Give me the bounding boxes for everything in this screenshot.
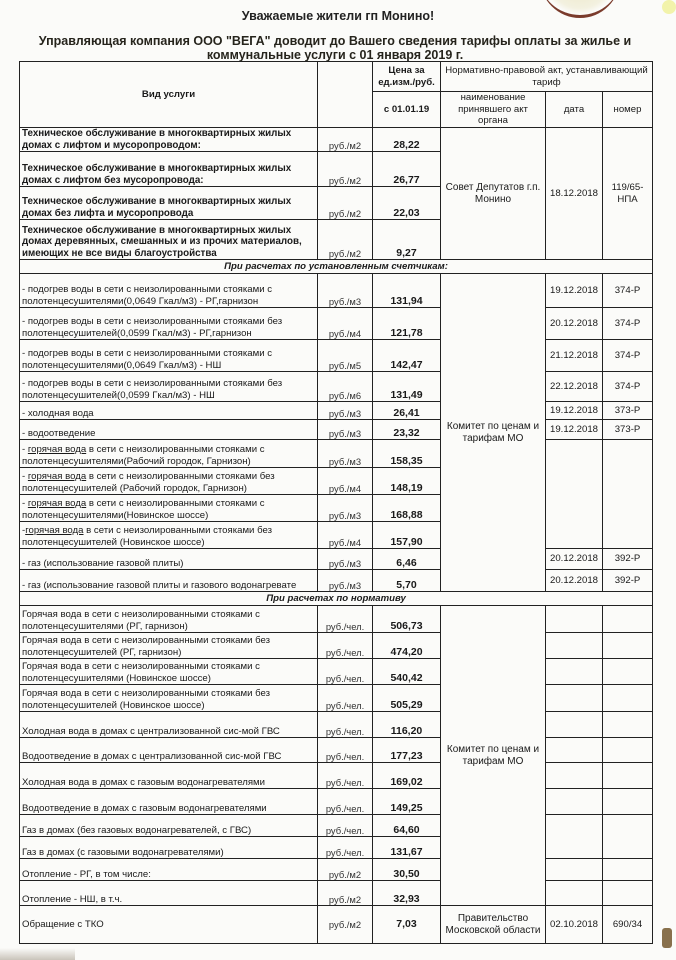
tariff-table: [19, 61, 653, 944]
act-number-cell: 119/65-НПА: [603, 128, 653, 260]
act-date-cell: 21.12.2018: [546, 340, 603, 372]
service-highlight: горячая вода: [27, 498, 87, 509]
act-date-cell: [546, 606, 603, 633]
service-highlight: горячая вода: [27, 444, 87, 455]
service-rest: в сети с неизолированными стояками с полотенцесушителями(Новинское шоссе): [22, 498, 265, 521]
act-number-cell: 373-Р: [603, 402, 653, 420]
service-cell: Горячая вода в сети с неизолированными стояками с полотенцесушителями (РГ, гарнизон): [20, 606, 318, 633]
price-cell: 169,02: [373, 763, 441, 789]
unit-cell: руб./чел.: [318, 633, 373, 659]
unit-cell: руб./м4: [318, 308, 373, 340]
unit-cell: руб./м3: [318, 570, 373, 592]
act-date-cell: [546, 763, 603, 789]
column-header-unit: [318, 62, 373, 128]
act-org-cell: Совет Депутатов г.п. Монино: [441, 128, 546, 260]
table-row: [20, 859, 653, 881]
act-date-cell: [546, 659, 603, 685]
paper-edge-shadow: [0, 948, 75, 960]
act-number-cell: [603, 815, 653, 859]
section-heading-meters: При расчетах по установленным счетчикам:: [20, 260, 653, 274]
price-cell: 131,49: [373, 372, 441, 402]
intro-text: Управляющая компания ООО "ВЕГА" доводит до Вашего сведения тарифы оплаты за жилье и коммунальные услуги с 01 января 2019 г.: [38, 34, 632, 62]
price-cell: 30,50: [373, 859, 441, 881]
service-cell: Техническое обслуживание в многоквартирных жилых домах деревянных, смешанных и из прочих материалов, имеющих не все виды благоустройства: [20, 220, 318, 260]
table-row: [20, 659, 653, 685]
unit-cell: руб./м4: [318, 468, 373, 495]
service-cell: - подогрев воды в сети с неизолированными стояками с полотенцесушителями(0,0649 Гкал/м3) - НШ: [20, 340, 318, 372]
price-cell: 9,27: [373, 220, 441, 260]
service-cell: Техническое обслуживание в многоквартирных жилых домах с лифтом без мусоропровода:: [20, 152, 318, 187]
service-cell: Холодная вода в домах с централизованной сис-мой ГВС: [20, 712, 318, 738]
act-number-cell: 374-Р: [603, 340, 653, 372]
section-heading-norm: При расчетах по нормативу: [20, 592, 653, 606]
act-number-cell: 374-Р: [603, 372, 653, 402]
table-row: [20, 440, 653, 468]
act-number-cell: 374-Р: [603, 274, 653, 308]
service-cell: - газ (использование газовой плиты и газового водонагревате: [20, 570, 318, 592]
service-cell: Холодная вода в домах с газовым водонагревателями: [20, 763, 318, 789]
service-cell: - газ (использование газовой плиты): [20, 549, 318, 570]
unit-cell: руб./м2: [318, 906, 373, 944]
price-cell: 131,67: [373, 837, 441, 859]
price-cell: 474,20: [373, 633, 441, 659]
unit-cell: руб./м3: [318, 440, 373, 468]
column-header-act-number: номер: [603, 92, 653, 128]
service-highlight: горячая вода: [27, 471, 87, 482]
unit-cell: руб./чел.: [318, 712, 373, 738]
column-header-act-org: наименование принявшего акт органа: [441, 92, 546, 128]
service-cell: [20, 468, 318, 495]
service-cell: - подогрев воды в сети с неизолированными стояками без полотенцесушителей(0,0599 Гкал/м3) - РГ,гарнизон: [20, 308, 318, 340]
price-cell: 177,23: [373, 738, 441, 763]
unit-cell: руб./чел.: [318, 837, 373, 859]
price-cell: 149,25: [373, 789, 441, 815]
service-cell: - водоотведение: [20, 420, 318, 440]
act-org-cell: Комитет по ценам и тарифам МО: [441, 606, 546, 906]
table-row: [20, 606, 653, 633]
unit-cell: руб./чел.: [318, 659, 373, 685]
unit-cell: руб./чел.: [318, 606, 373, 633]
act-number-cell: [603, 712, 653, 738]
act-date-cell: [546, 859, 603, 881]
act-number-cell: 392-Р: [603, 549, 653, 570]
decorative-object: [662, 928, 672, 948]
act-date-cell: 19.12.2018: [546, 274, 603, 308]
table-row: [20, 128, 653, 152]
price-cell: 28,22: [373, 128, 441, 152]
column-header-price: Цена за ед.изм./руб.: [373, 62, 441, 92]
unit-cell: руб./чел.: [318, 815, 373, 837]
table-row: [20, 372, 653, 402]
service-cell: Горячая вода в сети с неизолированными стояками без полотенцесушителей (РГ, гарнизон): [20, 633, 318, 659]
unit-cell: руб./чел.: [318, 789, 373, 815]
price-cell: 121,78: [373, 308, 441, 340]
service-prefix: -: [22, 471, 28, 482]
table-row: [20, 420, 653, 440]
service-cell: Техническое обслуживание в многоквартирных жилых домах без лифта и мусоропровода: [20, 187, 318, 220]
act-number-cell: 690/34: [603, 906, 653, 944]
act-org-cell: Комитет по ценам и тарифам МО: [441, 274, 546, 592]
price-cell: 148,19: [373, 468, 441, 495]
service-cell: Водоотведение в домах с газовым водонагревателями: [20, 789, 318, 815]
price-cell: 540,42: [373, 659, 441, 685]
act-number-cell: [603, 763, 653, 789]
table-row: [20, 308, 653, 340]
act-date-cell: 02.10.2018: [546, 906, 603, 944]
service-cell: Водоотведение в домах с централизованной сис-мой ГВС: [20, 738, 318, 763]
service-cell: - холодная вода: [20, 402, 318, 420]
unit-cell: руб./м3: [318, 420, 373, 440]
price-cell: 168,88: [373, 495, 441, 522]
act-date-cell: 19.12.2018: [546, 402, 603, 420]
column-header-act: Нормативно-правовой акт, устанавливающий тариф: [441, 62, 653, 92]
price-cell: 22,03: [373, 187, 441, 220]
table-row: [20, 402, 653, 420]
service-rest: в сети с неизолированными стояками без полотенцесушителей (Рабочий городок, Гарнизон): [22, 471, 275, 494]
act-date-cell: [546, 738, 603, 763]
section-row: [20, 592, 653, 606]
service-cell: Отопление - РГ, в том числе:: [20, 859, 318, 881]
unit-cell: руб./м3: [318, 274, 373, 308]
act-number-cell: 374-Р: [603, 308, 653, 340]
service-cell: - подогрев воды в сети с неизолированными стояками без полотенцесушителей(0,0599 Гкал/м3) - НШ: [20, 372, 318, 402]
service-prefix: -: [22, 525, 26, 536]
act-date-cell: [546, 789, 603, 815]
act-number-cell: [603, 606, 653, 633]
act-date-cell: [546, 685, 603, 712]
service-cell: Техническое обслуживание в многоквартирных жилых домах с лифтом и мусоропроводом:: [20, 128, 318, 152]
section-row: [20, 260, 653, 274]
service-cell: Горячая вода в сети с неизолированными стояками с полотенцесушителями (Новинское шоссе): [20, 659, 318, 685]
act-date-cell: 18.12.2018: [546, 128, 603, 260]
service-cell: Горячая вода в сети с неизолированными стояками без полотенцесушителей (Новинское шоссе): [20, 685, 318, 712]
greeting-heading: Уважаемые жители гп Монино!: [241, 9, 435, 23]
service-cell: Газ в домах (с газовыми водонагревателями): [20, 837, 318, 859]
price-cell: 505,29: [373, 685, 441, 712]
price-cell: 26,41: [373, 402, 441, 420]
table-row: [20, 738, 653, 763]
act-number-cell: [603, 440, 653, 549]
table-row: [20, 340, 653, 372]
price-cell: 506,73: [373, 606, 441, 633]
table-row: [20, 633, 653, 659]
table-row: [20, 274, 653, 308]
act-org-cell: Правительство Московской области: [441, 906, 546, 944]
column-header-price-date: с 01.01.19: [373, 92, 441, 128]
service-cell: [20, 495, 318, 522]
act-date-cell: 19.12.2018: [546, 420, 603, 440]
table-row: [20, 712, 653, 738]
price-cell: 7,03: [373, 906, 441, 944]
table-row: [20, 815, 653, 837]
price-cell: 23,32: [373, 420, 441, 440]
service-rest: в сети с неизолированными стояками с полотенцесушителями(Рабочий городок, Гарнизон): [22, 444, 265, 467]
unit-cell: руб./м2: [318, 881, 373, 906]
unit-cell: руб./м2: [318, 220, 373, 260]
unit-cell: руб./м3: [318, 495, 373, 522]
column-header-act-date: дата: [546, 92, 603, 128]
price-cell: 131,94: [373, 274, 441, 308]
unit-cell: руб./м2: [318, 187, 373, 220]
service-highlight: горячая вода: [25, 525, 84, 536]
table-row: [20, 763, 653, 789]
act-date-cell: 20.12.2018: [546, 549, 603, 570]
act-number-cell: [603, 685, 653, 712]
act-number-cell: [603, 659, 653, 685]
price-cell: 142,47: [373, 340, 441, 372]
unit-cell: руб./м3: [318, 402, 373, 420]
price-cell: 32,93: [373, 881, 441, 906]
unit-cell: руб./м2: [318, 859, 373, 881]
service-cell: Газ в домах (без газовых водонагревателей, с ГВС): [20, 815, 318, 837]
price-cell: 6,46: [373, 549, 441, 570]
table-row: [20, 789, 653, 815]
act-date-cell: [546, 440, 603, 549]
price-cell: 116,20: [373, 712, 441, 738]
act-number-cell: [603, 738, 653, 763]
service-cell: - подогрев воды в сети с неизолированными стояками с полотенцесушителями(0,0649 Гкал/м3) - РГ,гарнизон: [20, 274, 318, 308]
price-cell: 157,90: [373, 522, 441, 549]
column-header-service: Вид услуги: [20, 62, 318, 128]
unit-cell: руб./чел.: [318, 763, 373, 789]
unit-cell: руб./м4: [318, 522, 373, 549]
unit-cell: руб./м5: [318, 340, 373, 372]
act-date-cell: 20.12.2018: [546, 308, 603, 340]
table-row: [20, 906, 653, 944]
act-date-cell: [546, 712, 603, 738]
act-date-cell: [546, 633, 603, 659]
service-cell: Обращение с ТКО: [20, 906, 318, 944]
unit-cell: руб./чел.: [318, 738, 373, 763]
price-cell: 64,60: [373, 815, 441, 837]
price-cell: 26,77: [373, 152, 441, 187]
act-number-cell: [603, 859, 653, 881]
act-number-cell: [603, 633, 653, 659]
table-row: [20, 685, 653, 712]
act-number-cell: 373-Р: [603, 420, 653, 440]
table-row: [20, 881, 653, 906]
act-number-cell: [603, 789, 653, 815]
act-date-cell: 22.12.2018: [546, 372, 603, 402]
service-cell: [20, 522, 318, 549]
act-number-cell: [603, 881, 653, 906]
unit-cell: руб./м2: [318, 152, 373, 187]
price-cell: 158,35: [373, 440, 441, 468]
price-cell: 5,70: [373, 570, 441, 592]
unit-cell: руб./м6: [318, 372, 373, 402]
table-row: [20, 570, 653, 592]
unit-cell: руб./м3: [318, 549, 373, 570]
act-number-cell: 392-Р: [603, 570, 653, 592]
table-row: [20, 549, 653, 570]
act-date-cell: 20.12.2018: [546, 570, 603, 592]
service-cell: [20, 440, 318, 468]
service-rest: в сети с неизолированными стояками без полотенцесушителей (Новинское шоссе): [22, 525, 272, 548]
unit-cell: руб./чел.: [318, 685, 373, 712]
unit-cell: руб./м2: [318, 128, 373, 152]
act-date-cell: [546, 815, 603, 859]
service-prefix: -: [22, 444, 28, 455]
service-cell: Отопление - НШ, в т.ч.: [20, 881, 318, 906]
service-prefix: -: [22, 498, 28, 509]
act-date-cell: [546, 881, 603, 906]
